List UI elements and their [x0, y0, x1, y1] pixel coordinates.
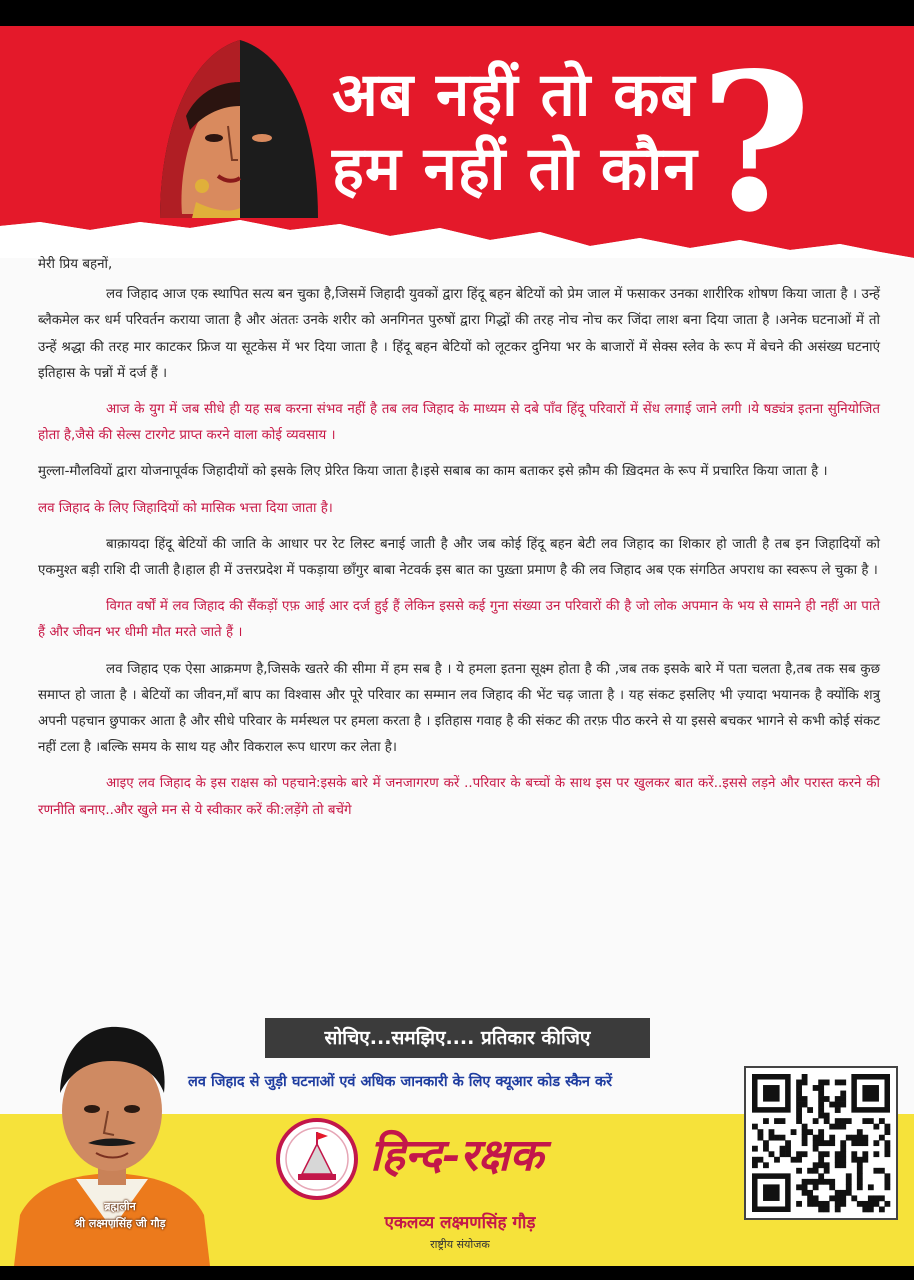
poster-sheet — [0, 26, 914, 1266]
letter-body — [38, 252, 880, 824]
headline-line-1: अब नहीं तो कब — [332, 60, 696, 130]
paragraph-6: विगत वर्षों में लव जिहाद की सैंकड़ों एफ़ आई आर दर्ज हुई हैं लेकिन इससे कई गुना संख्या उन परिवारों की है जो लोक अपमान के भय से सामने ही नहीं आ पाते हैं और जीवन भर धीमी मौत मरते जाते हैं । — [38, 599, 880, 641]
paragraph-1: लव जिहाद आज एक स्थापित सत्य बन चुका है,जिसमें जिहादी युवकों द्वारा हिंदू बहन बेटियों को प्रेम जाल में फसाकर उनका शारीरिक शोषण किया जाता है । उन्हें ब्लैकमेल कर धर्म परिवर्तन कराया जाता है और अंततः उनके शरीर को अनगिनत पुरुषों द्वारा गिद्धों की तरह नोच नोच कर जिंदा लाश बना दिया जाता है ।अनेक घटनाओं में तो उन्हें श्रद्धा की तरह मार काटकर फ्रिज या सूटकेस में भर दिया जाता है । हिंदू बहन बेटियों को लूटकर दुनिया भर के बाजारों में सेक्स स्लेव के रूप में बेचने की असंख्य घटनाएं इतिहास के पन्नों में दर्ज हैं । — [38, 287, 880, 381]
paragraph-4: लव जिहाद के लिए जिहादियों को मासिक भत्ता दिया जाता है। — [38, 500, 333, 516]
person-name: एकलव्य लक्ष्मणसिंह गौड़ — [384, 1213, 536, 1233]
portrait-caption-title: ब्रह्मलीन — [104, 1200, 136, 1213]
paragraph-2: आज के युग में जब सीधे ही यह सब करना संभव नहीं है तब लव जिहाद के माध्यम से दबे पाँव हिंदू परिवारों में सेंध लगाई जाने लगी ।ये षड्यंत्र इतना सुनियोजित होता है,जैसे की सेल्स टारगेट प्राप्त करने वाला कोई व्यवसाय । — [38, 402, 880, 444]
paragraph-5: बाक़ायदा हिंदू बेटियों की जाति के आधार पर रेट लिस्ट बनाई जाती है और जब कोई हिंदू बहन बेटी लव जिहाद का शिकार हो जाती है तब इन जिहादियों को एकमुश्त बड़ी राशि दी जाती है।हाल ही में उत्तरप्रदेश में पकड़ाया छाँगुर बाबा नेटवर्क इस बात का पुख़्ता प्रमाण है की लव जिहाद अब एक संगठित अपराध का स्वरूप ले चुका है । — [38, 536, 880, 579]
salutation: मेरी प्रिय बहनों, — [38, 257, 113, 272]
portrait-caption — [30, 1198, 210, 1232]
paragraph-8: आइए लव जिहाद के इस राक्षस को पहचाने:इसके बारे में जनजागरण करें ..परिवार के बच्चों के साथ इस पर खुलकर बात करें..इससे लड़ने और परास्त करने की रणनीति बनाए..और खुले मन से ये स्वीकार करें की:लड़ेंगे तो बचेंगे — [38, 776, 880, 818]
portrait-caption-name: श्री लक्ष्मणसिंह जी गौड़ — [74, 1217, 166, 1230]
question-mark: ? — [700, 31, 812, 254]
qr-instruction-text: लव जिहाद से जुड़ी घटनाओं एवं अधिक जानकारी के लिए क्यूआर कोड स्कैन करें — [188, 1074, 613, 1090]
qr-code[interactable] — [744, 1066, 898, 1220]
headline-line-2: हम नहीं तो कौन — [332, 134, 698, 204]
paragraph-3: मुल्ला-मौलवियों द्वारा योजनापूर्वक जिहादीयों को इसके लिए प्रेरित किया जाता है।इसे सबाब का काम बताकर इसे क़ौम की ख़िदमत के रूप में प्रचारित किया जाता है । — [38, 464, 828, 480]
brand-name: हिन्द-रक्षक — [370, 1130, 544, 1181]
slogan-banner: सोचिए...समझिए.... प्रतिकार कीजिए — [265, 1018, 650, 1058]
person-role: राष्ट्रीय संयोजक — [430, 1238, 490, 1251]
paragraph-7: लव जिहाद एक ऐसा आक्रमण है,जिसके खतरे की सीमा में हम सब है । ये हमला इतना सूक्ष्म होता है की ,जब तक इसके बारे में पता चलता है,तब तक सब कुछ समाप्त हो जाता है । बेटियों का जीवन,माँ बाप का विश्वास और पूरे परिवार का सम्मान लव जिहाद की भेंट चढ़ जाता है । यह संकट इसलिए भी ज़्यादा भयानक है क्योंकि शत्रु अपनी पहचान छुपाकर आता है और सीधे परिवार के मर्मस्थल पर हमला करता है । इतिहास गवाह है की संकट की तरफ़ पीठ करने से या इससे बचकर भागने से कभी कोई संकट नहीं टला है ।बल्कि समय के साथ यह और विकराल रूप धारण कर लेता है। — [38, 661, 880, 756]
hind-rakshak-logo — [276, 1118, 358, 1200]
